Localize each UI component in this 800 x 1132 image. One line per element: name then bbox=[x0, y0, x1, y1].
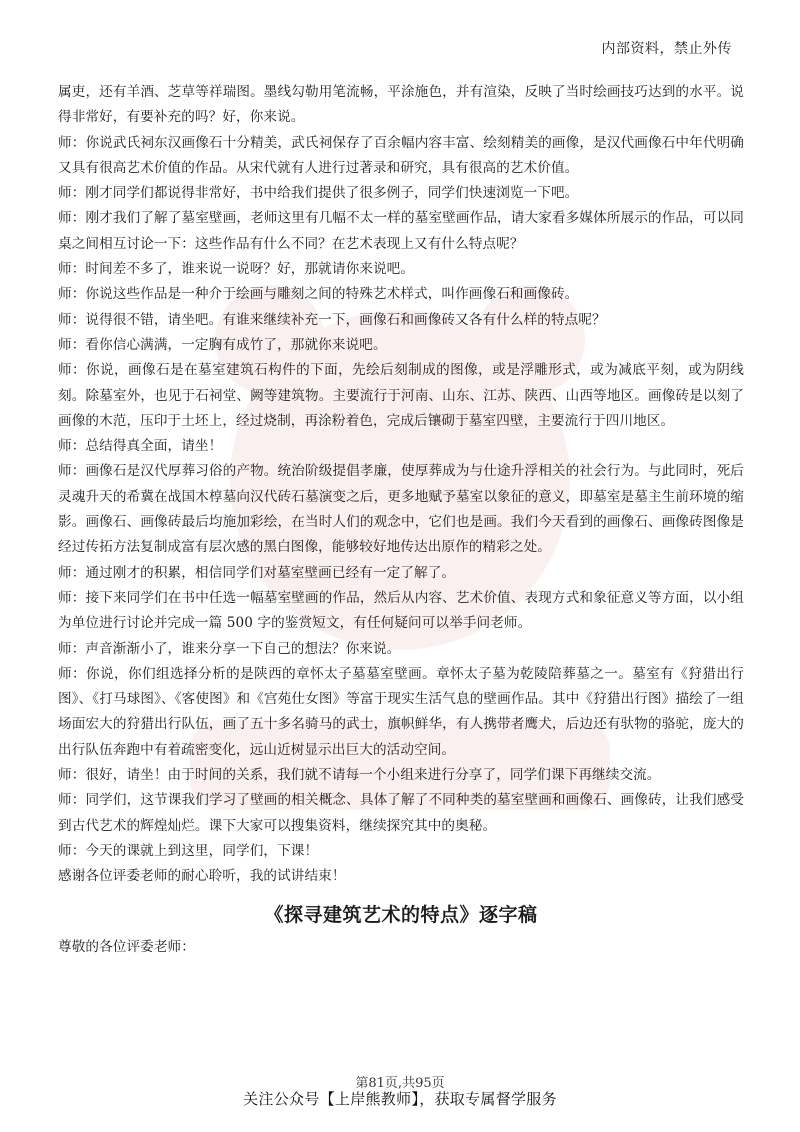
paragraph: 师：你说这些作品是一种介于绘画与雕刻之间的特殊艺术样式，叫作画像石和画像砖。 bbox=[58, 286, 579, 303]
paragraph: 师：接下来同学们在书中任选一幅墓室壁画的作品，然后从内容、艺术价值、表现方式和象征意义等方面，以小组为单位进行讨论并完成一篇 500 字的鉴赏短文，有任何疑问可以举手问老师。 bbox=[58, 589, 744, 632]
paragraph: 师：声音渐渐小了，谁来分享一下自己的想法？你来说。 bbox=[58, 640, 401, 657]
salutation: 尊敬的各位评委老师： bbox=[58, 938, 195, 955]
paragraph: 师：你说，你们组选择分析的是陕西的章怀太子墓墓室壁画。章怀太子墓为乾陵陪葬墓之一。墓室有《狩猎出行图》、《打马球图》、《客使图》和《宫苑仕女图》等富于现实生活气息的壁画作品。其中《狩猎出行图》描绘了一组场面宏大的狩猎出行队伍，画了五十多名骑马的武士，旗帜鲜华，有人携带者鹰犬，后边还有驮物的骆驼，庞大的出行队伍奔跑中有着疏密变化，远山近树显示出巨大的活动空间。 bbox=[58, 665, 744, 758]
paragraph: 感谢各位评委老师的耐心聆听，我的试讲结束！ bbox=[58, 868, 346, 885]
paragraph: 师：说得很不错，请坐吧。有谁来继续补充一下，画像石和画像砖又各有什么样的特点呢？ bbox=[58, 311, 606, 328]
paragraph: 师：很好，请坐！由于时间的关系，我们就不请每一个小组来进行分享了，同学们课下再继续交流。 bbox=[58, 767, 661, 784]
paragraph: 师：通过刚才的积累，相信同学们对墓室壁画已经有一定了解了。 bbox=[58, 564, 456, 581]
confidential-header-note: 内部资料，禁止外传 bbox=[601, 41, 732, 57]
paragraph: 师：刚才同学们都说得非常好，书中给我们提供了很多例子，同学们快速浏览一下吧。 bbox=[58, 185, 579, 202]
paragraph: 师：看你信心满满，一定胸有成竹了，那就你来说吧。 bbox=[58, 336, 387, 353]
paragraph: 师：刚才我们了解了墓室壁画，老师这里有几幅不太一样的墓室壁画作品，请大家看多媒体所展示的作品，可以同桌之间相互讨论一下：这些作品有什么不同？在艺术表现上又有什么特点呢？ bbox=[58, 210, 744, 252]
paragraph: 师：画像石是汉代厚葬习俗的产物。统治阶级提倡孝廉，使厚葬成为与仕途升浮相关的社会行为。与此同时，死后灵魂升天的希冀在战国木椁墓向汉代砖石墓演变之后，更多地赋予墓室以象征的意义，即墓室是墓主生前环境的缩影。画像石、画像砖最后均施加彩绘，在当时人们的观念中，它们也是画。我们今天看到的画像石、画像砖图像是经过传拓方法复制成富有层次感的黑白图像，能够较好地传达出原作的精彩之处。 bbox=[58, 463, 744, 556]
paragraph: 师：今天的课就上到这里，同学们，下课！ bbox=[58, 842, 319, 859]
footer-promo-text: 关注公众号【上岸熊教师】，获取专属督学服务 bbox=[243, 1090, 557, 1108]
paragraph: 师：你说，画像石是在墓室建筑石构件的下面，先绘后刻制成的图像，或是浮雕形式，或为减底平刻，或为阴线刻。除墓室外，也见于石祠堂、阙等建筑物。主要流行于河南、山东、江苏、陕西、山西等地区。画像砖是以刻了画像的木范，压印于土坯上，经过烧制，再涂粉着色，完成后镶砌于墓室四壁，主要流行于四川地区。 bbox=[58, 362, 744, 429]
paragraph: 属吏，还有羊酒、芝草等祥瑞图。墨线勾勒用笔流畅，平涂施色，并有渲染，反映了当时绘画技巧达到的水平。说得非常好，有要补充的吗？好，你来说。 bbox=[58, 84, 744, 126]
document-body bbox=[58, 80, 744, 960]
paragraph: 师：同学们，这节课我们学习了壁画的相关概念、具体了解了不同种类的墓室壁画和画像石、画像砖，让我们感受到古代艺术的辉煌灿烂。课下大家可以搜集资料，继续探究其中的奥秘。 bbox=[58, 792, 744, 834]
paragraph: 师：时间差不多了，谁来说一说呀？好，那就请你来说吧。 bbox=[58, 261, 415, 278]
paragraph: 师：你说武氏祠东汉画像石十分精美，武氏祠保存了百余幅内容丰富、绘刻精美的画像，是汉代画像石中年代明确又具有很高艺术价值的作品。从宋代就有人进行过著录和研究，具有很高的艺术价值。 bbox=[58, 134, 744, 176]
paragraph: 师：总结得真全面，请坐！ bbox=[58, 438, 223, 455]
document-title: 《探寻建筑艺术的特点》逐字稿 bbox=[264, 903, 538, 926]
page-number: 第81页,共95页 bbox=[355, 1076, 445, 1091]
